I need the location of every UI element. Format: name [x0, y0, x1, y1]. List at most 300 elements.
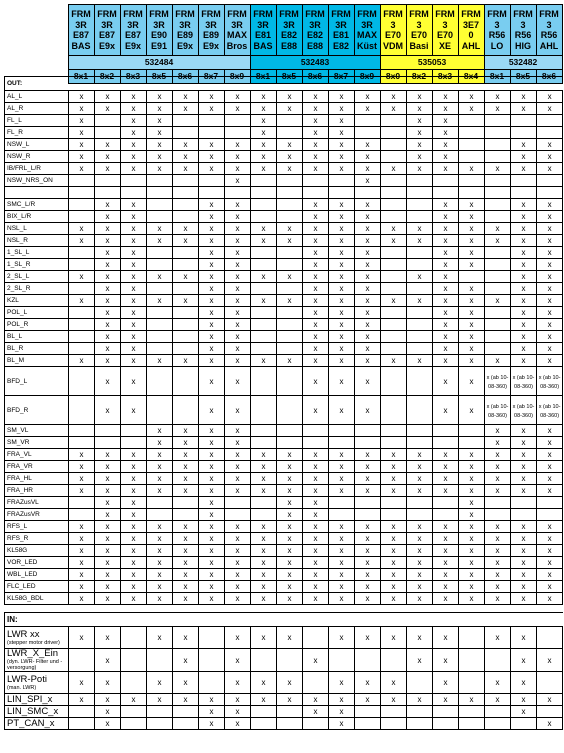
- signal-cell: [381, 151, 407, 163]
- input-cell: x: [225, 718, 251, 730]
- input-cell: [355, 706, 381, 718]
- signal-cell: x: [485, 295, 511, 307]
- signal-cell: [381, 367, 407, 396]
- signal-cell: x: [459, 449, 485, 461]
- signal-cell: x: [199, 557, 225, 569]
- signal-cell: x: [251, 235, 277, 247]
- signal-cell: x: [95, 331, 121, 343]
- module-header-line: Küst: [357, 40, 377, 51]
- module-header-line: E91: [150, 40, 167, 51]
- signal-cell: [537, 396, 563, 425]
- signal-cell: x: [511, 331, 537, 343]
- signal-cell: x: [95, 283, 121, 295]
- signal-cell: x: [147, 127, 173, 139]
- signal-cell: [225, 127, 251, 139]
- signal-cell: x: [251, 295, 277, 307]
- signal-cell: x: [69, 271, 95, 283]
- input-label-text: LIN_SMC_x: [7, 705, 59, 717]
- signal-cell: [381, 271, 407, 283]
- input-cell: x: [173, 649, 199, 672]
- signal-cell: x: [355, 331, 381, 343]
- signal-cell: x: [329, 449, 355, 461]
- signal-cell: [485, 151, 511, 163]
- signal-cell: x: [121, 461, 147, 473]
- input-cell: x: [69, 694, 95, 706]
- input-cell: x: [407, 694, 433, 706]
- signal-cell: x: [537, 533, 563, 545]
- signal-cell: [147, 175, 173, 187]
- input-cell: [303, 627, 329, 649]
- signal-cell: [381, 211, 407, 223]
- signal-cell: [381, 396, 407, 425]
- signal-row: [5, 91, 563, 103]
- input-cell: x: [277, 694, 303, 706]
- module-header: [250, 5, 276, 56]
- signal-label: IB/FRL_L/R: [5, 163, 69, 175]
- signal-cell: [485, 247, 511, 259]
- input-cell: x: [225, 627, 251, 649]
- signal-cell: x: [173, 437, 199, 449]
- module-header-line: E81: [254, 30, 271, 40]
- input-cell: x: [69, 627, 95, 649]
- signal-cell: x: [511, 319, 537, 331]
- signal-cell: x: [537, 247, 563, 259]
- signal-cell: x: [329, 199, 355, 211]
- signal-cell: x: [511, 355, 537, 367]
- signal-cell: [69, 187, 95, 199]
- signal-cell: x: [69, 139, 95, 151]
- signal-cell: [251, 259, 277, 271]
- signal-cell: x: [199, 307, 225, 319]
- signal-cell: x: [199, 163, 225, 175]
- signal-cell: x: [485, 163, 511, 175]
- signal-cell: [407, 319, 433, 331]
- module-header: [198, 5, 224, 56]
- signal-cell: [277, 259, 303, 271]
- signal-cell: [485, 367, 511, 396]
- signal-cell: [69, 509, 95, 521]
- signal-cell: [381, 187, 407, 199]
- signal-cell: x: [537, 593, 563, 605]
- signal-cell: [485, 331, 511, 343]
- signal-cell: [511, 367, 537, 396]
- signal-cell: [511, 175, 537, 187]
- signal-cell: x: [251, 139, 277, 151]
- signal-cell: x: [251, 521, 277, 533]
- signal-cell: x: [95, 223, 121, 235]
- signal-cell: x: [277, 91, 303, 103]
- signal-label: FRA_HL: [5, 473, 69, 485]
- signal-cell: x: [329, 557, 355, 569]
- module-header-line: 3: [520, 19, 526, 30]
- signal-cell: x: [329, 581, 355, 593]
- module-header-line: E82: [306, 30, 323, 40]
- signal-cell: [251, 509, 277, 521]
- module-header-line: FRM: [71, 9, 91, 19]
- signal-cell: [147, 259, 173, 271]
- signal-cell: x: [511, 593, 537, 605]
- signal-row: [5, 199, 563, 211]
- signal-label: WBL_LED: [5, 569, 69, 581]
- signal-cell: x: [173, 545, 199, 557]
- signal-cell: [355, 187, 381, 199]
- signal-cell: x: [459, 211, 485, 223]
- in-section-title: IN:: [5, 613, 563, 627]
- module-header: [328, 5, 354, 56]
- signal-cell: x: [121, 199, 147, 211]
- input-row: [5, 718, 563, 730]
- signal-cell: x: [173, 355, 199, 367]
- module-header-line: MAX: [227, 30, 247, 40]
- input-cell: [199, 627, 225, 649]
- signal-row: [5, 259, 563, 271]
- signal-cell: [407, 211, 433, 223]
- signal-cell: x: [303, 199, 329, 211]
- signal-cell: x: [95, 235, 121, 247]
- signal-row: [5, 211, 563, 223]
- signal-cell: x: [199, 235, 225, 247]
- signal-cell: x: [485, 425, 511, 437]
- input-cell: [459, 706, 485, 718]
- signal-cell: [251, 199, 277, 211]
- signal-cell: x: [121, 115, 147, 127]
- signal-cell: [251, 307, 277, 319]
- signal-cell: x: [355, 521, 381, 533]
- signal-cell: x: [251, 569, 277, 581]
- signal-cell: x: [433, 127, 459, 139]
- module-header-line: 3: [390, 19, 396, 30]
- signal-cell: x: [95, 139, 121, 151]
- signal-cell: x: [355, 307, 381, 319]
- signal-cell: [485, 115, 511, 127]
- in-title-row: [5, 613, 563, 627]
- module-header-line: 0: [468, 30, 474, 40]
- signal-cell: [407, 437, 433, 449]
- signal-cell: [251, 175, 277, 187]
- signal-cell: [433, 509, 459, 521]
- signal-cell: x: [537, 545, 563, 557]
- signal-cell: [329, 187, 355, 199]
- part-number: 532482: [484, 56, 562, 70]
- signal-cell: [199, 127, 225, 139]
- signal-cell: x: [225, 151, 251, 163]
- signal-cell: [277, 425, 303, 437]
- signal-cell: x: [303, 115, 329, 127]
- signal-cell: [251, 396, 277, 425]
- module-header-line: 3R: [361, 19, 373, 30]
- input-cell: x: [199, 718, 225, 730]
- signal-cell: x: [459, 367, 485, 396]
- signal-label: FL_L: [5, 115, 69, 127]
- signal-cell: x: [511, 437, 537, 449]
- signal-cell: [95, 425, 121, 437]
- signal-cell: x: [69, 545, 95, 557]
- signal-cell: [277, 187, 303, 199]
- signal-cell: x: [537, 473, 563, 485]
- signal-cell: x: [199, 569, 225, 581]
- signal-cell: [277, 331, 303, 343]
- signal-cell: x: [329, 473, 355, 485]
- signal-cell: [147, 307, 173, 319]
- input-cell: [199, 649, 225, 672]
- input-cell: x: [355, 694, 381, 706]
- signal-cell: x: [511, 259, 537, 271]
- signal-cell: [329, 509, 355, 521]
- signal-cell: x: [511, 449, 537, 461]
- input-cell: x: [537, 718, 563, 730]
- module-header-line: 3: [442, 19, 448, 30]
- signal-cell: x: [225, 521, 251, 533]
- input-cell: x: [381, 672, 407, 694]
- signal-cell: x: [329, 533, 355, 545]
- input-label-sub: (dyn. LWR- Filter und -versorgung): [7, 659, 63, 671]
- signal-label: VOR_LED: [5, 557, 69, 569]
- signal-cell: x: [95, 247, 121, 259]
- signal-cell: x: [459, 259, 485, 271]
- signal-cell: x: [173, 485, 199, 497]
- signal-row: [5, 521, 563, 533]
- signal-cell: x: [433, 461, 459, 473]
- module-header-line: E89: [202, 30, 219, 40]
- signal-cell: x: [329, 319, 355, 331]
- signal-label: 1_SL_R: [5, 259, 69, 271]
- input-cell: x: [511, 649, 537, 672]
- module-header-line: R56: [514, 30, 532, 40]
- signal-cell: [173, 509, 199, 521]
- signal-cell: x: [199, 449, 225, 461]
- signal-cell: x: [225, 425, 251, 437]
- signal-cell: [69, 211, 95, 223]
- signal-cell: x: [277, 295, 303, 307]
- signal-cell: x: [381, 593, 407, 605]
- signal-cell: [329, 425, 355, 437]
- signal-cell: x: [69, 473, 95, 485]
- module-header: [354, 5, 380, 56]
- input-cell: x: [251, 694, 277, 706]
- input-label-text: PT_CAN_x: [7, 717, 55, 729]
- module-header-line: E9x: [124, 40, 141, 51]
- signal-cell: [381, 139, 407, 151]
- signal-cell: [173, 319, 199, 331]
- input-label: [5, 694, 69, 706]
- signal-row: [5, 533, 563, 545]
- signal-cell: [95, 115, 121, 127]
- signal-cell: x: [199, 271, 225, 283]
- input-row: [5, 706, 563, 718]
- signal-cell: x: [433, 557, 459, 569]
- signal-cell: x: [121, 331, 147, 343]
- input-cell: [355, 718, 381, 730]
- input-cell: x: [433, 672, 459, 694]
- version-cell: 8x6: [172, 70, 198, 84]
- module-header-line: 3E7: [462, 19, 479, 30]
- input-cell: x: [329, 694, 355, 706]
- signal-cell: x: [95, 259, 121, 271]
- signal-label: FRA_HR: [5, 485, 69, 497]
- signal-cell: x: [69, 127, 95, 139]
- signal-cell: [485, 509, 511, 521]
- signal-cell: x: [69, 91, 95, 103]
- module-header-line: 3R: [283, 19, 295, 30]
- signal-cell: [407, 187, 433, 199]
- input-cell: x: [147, 694, 173, 706]
- signal-cell: x: [433, 211, 459, 223]
- signal-cell: x: [459, 593, 485, 605]
- signal-cell: x: [277, 139, 303, 151]
- signal-cell: x: [199, 497, 225, 509]
- signal-cell: x: [121, 569, 147, 581]
- signal-label: AL_L: [5, 91, 69, 103]
- signal-cell: x: [537, 331, 563, 343]
- module-header-line: E9x: [98, 40, 115, 51]
- version-cell: 8x3: [432, 70, 458, 84]
- input-label-sub: (man. LWR): [7, 684, 37, 691]
- signal-cell: x: [199, 437, 225, 449]
- signal-cell: x: [199, 247, 225, 259]
- input-row: [5, 672, 563, 694]
- signal-cell: x: [433, 307, 459, 319]
- signal-cell: x: [381, 533, 407, 545]
- signal-cell: x: [251, 557, 277, 569]
- signal-cell: x: [303, 367, 329, 396]
- signal-cell: x: [121, 509, 147, 521]
- signal-cell: x: [69, 533, 95, 545]
- signal-cell: [199, 115, 225, 127]
- signal-cell: [173, 187, 199, 199]
- input-cell: [251, 718, 277, 730]
- version-cell: 8x5: [146, 70, 172, 84]
- signal-cell: x: [303, 331, 329, 343]
- signal-cell: x: [303, 127, 329, 139]
- input-cell: x: [173, 672, 199, 694]
- signal-row: [5, 103, 563, 115]
- module-header: [458, 5, 484, 56]
- input-cell: x: [95, 718, 121, 730]
- signal-cell: x: [147, 473, 173, 485]
- signal-cell: [277, 283, 303, 295]
- signal-cell: x: [537, 91, 563, 103]
- signal-cell: x: [511, 211, 537, 223]
- group-row: [4, 56, 562, 70]
- signal-cell: x: [329, 211, 355, 223]
- signal-cell: [303, 425, 329, 437]
- signal-cell: x: [355, 223, 381, 235]
- module-header: [536, 5, 562, 56]
- input-cell: [485, 649, 511, 672]
- signal-cell: x: [329, 163, 355, 175]
- signal-cell: [147, 367, 173, 396]
- signal-note: x (ab 10-08-360): [538, 403, 561, 419]
- signal-cell: x: [225, 569, 251, 581]
- part-number: 532484: [68, 56, 250, 70]
- signal-cell: [95, 437, 121, 449]
- signal-cell: x: [381, 569, 407, 581]
- signal-cell: x: [225, 557, 251, 569]
- signal-cell: x: [459, 485, 485, 497]
- input-label: [5, 649, 69, 672]
- module-header-line: E87: [98, 30, 115, 40]
- signal-cell: x: [121, 283, 147, 295]
- signal-cell: [537, 367, 563, 396]
- module-header-line: E88: [306, 40, 323, 51]
- signal-cell: x: [173, 271, 199, 283]
- signal-cell: x: [225, 449, 251, 461]
- signal-cell: x: [225, 343, 251, 355]
- signal-label: FRA_VR: [5, 461, 69, 473]
- input-cell: x: [433, 649, 459, 672]
- signal-cell: x: [225, 223, 251, 235]
- signal-cell: x: [433, 91, 459, 103]
- signal-cell: x: [225, 211, 251, 223]
- input-cell: x: [277, 627, 303, 649]
- signal-cell: x: [433, 593, 459, 605]
- signal-cell: x: [121, 235, 147, 247]
- signal-cell: x: [485, 485, 511, 497]
- signal-cell: [381, 247, 407, 259]
- signal-cell: [173, 367, 199, 396]
- signal-cell: x: [147, 533, 173, 545]
- signal-cell: x: [329, 247, 355, 259]
- signal-cell: x: [173, 139, 199, 151]
- signal-cell: x: [199, 199, 225, 211]
- version-cell: 8x7: [328, 70, 354, 84]
- signal-cell: x: [199, 103, 225, 115]
- signal-cell: [173, 307, 199, 319]
- signal-cell: x: [511, 139, 537, 151]
- input-cell: [303, 718, 329, 730]
- signal-cell: x: [147, 223, 173, 235]
- signal-cell: x: [95, 449, 121, 461]
- input-cell: x: [485, 627, 511, 649]
- input-cell: x: [459, 694, 485, 706]
- signal-cell: x: [511, 91, 537, 103]
- signal-cell: x: [537, 569, 563, 581]
- input-cell: [381, 706, 407, 718]
- signal-row: [5, 581, 563, 593]
- input-cell: x: [303, 649, 329, 672]
- signal-cell: x: [459, 199, 485, 211]
- input-cell: x: [199, 694, 225, 706]
- signal-cell: x: [121, 163, 147, 175]
- signal-cell: [251, 497, 277, 509]
- signal-cell: x: [407, 593, 433, 605]
- signal-cell: x: [329, 151, 355, 163]
- signal-cell: x: [485, 437, 511, 449]
- signal-cell: x: [69, 569, 95, 581]
- signal-cell: [381, 307, 407, 319]
- signal-cell: x: [459, 283, 485, 295]
- signal-cell: x: [69, 355, 95, 367]
- signal-cell: x: [173, 449, 199, 461]
- signal-cell: [147, 343, 173, 355]
- signal-cell: x: [537, 283, 563, 295]
- signal-cell: [511, 187, 537, 199]
- signal-cell: x: [407, 223, 433, 235]
- signal-cell: x: [537, 449, 563, 461]
- signal-cell: x: [303, 295, 329, 307]
- input-cell: [147, 718, 173, 730]
- module-header-line: E87: [72, 30, 89, 40]
- signal-cell: x: [251, 581, 277, 593]
- signal-cell: x: [433, 343, 459, 355]
- signal-cell: [381, 425, 407, 437]
- signal-cell: [277, 396, 303, 425]
- signal-cell: [407, 331, 433, 343]
- signal-cell: x: [121, 355, 147, 367]
- signal-cell: [147, 319, 173, 331]
- signal-cell: [173, 343, 199, 355]
- signal-cell: x: [407, 569, 433, 581]
